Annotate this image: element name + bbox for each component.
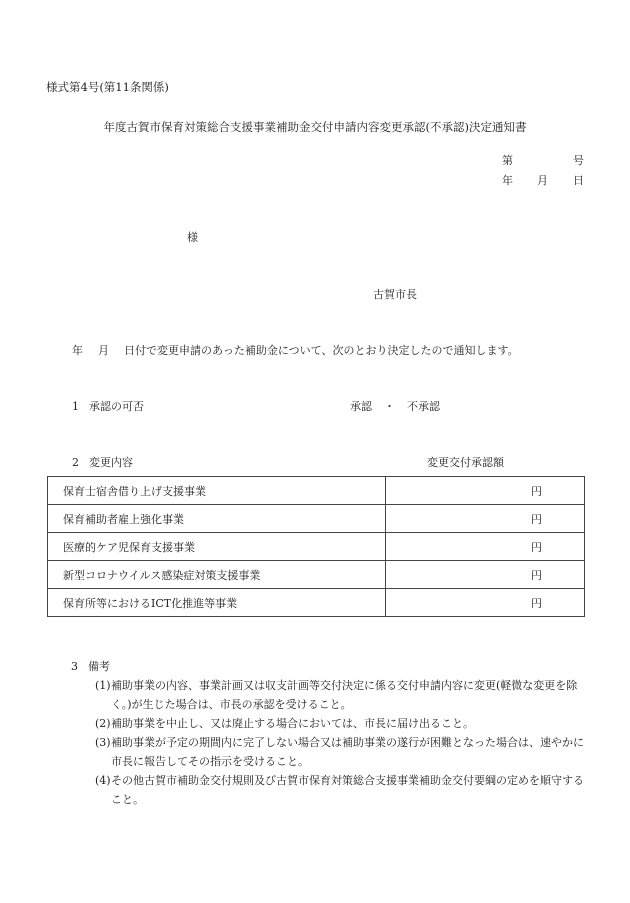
date-year: 年 xyxy=(502,174,513,187)
date-day: 日 xyxy=(573,174,584,187)
change-items-table xyxy=(47,476,585,617)
remark-text: その他古賀市補助金交付規則及び古賀市保育対策総合支援事業補助金交付要綱の定めを順守すること。 xyxy=(111,774,584,806)
section1-label: 承認の可否 xyxy=(89,400,144,413)
addressee-suffix: 様 xyxy=(187,231,198,244)
remark-item xyxy=(95,714,591,733)
table-row xyxy=(48,589,585,617)
item-name: 保育補助者雇上強化事業 xyxy=(48,505,386,533)
sender: 古賀市長 xyxy=(373,288,417,301)
body-text xyxy=(72,344,519,358)
section1-number: 1 xyxy=(72,400,79,413)
item-amount: 円 xyxy=(386,505,585,533)
amount-header: 変更交付承認額 xyxy=(427,456,504,469)
item-name: 医療的ケア児保育支援事業 xyxy=(48,533,386,561)
item-name: 保育所等におけるICT化推進等事業 xyxy=(48,589,386,617)
remark-text: 補助事業を中止し、又は廃止する場合においては、市長に届け出ること。 xyxy=(111,717,474,730)
item-amount: 円 xyxy=(386,589,585,617)
section2-label: 変更内容 xyxy=(89,456,133,469)
number-suffix: 号 xyxy=(573,154,584,167)
table-row xyxy=(48,561,585,589)
section3-label: 備考 xyxy=(88,660,110,673)
section1-heading xyxy=(72,400,144,414)
approval-options xyxy=(350,400,440,414)
section3-heading xyxy=(71,660,110,674)
section3-number: 3 xyxy=(71,660,78,673)
remarks-list xyxy=(95,676,591,809)
item-amount: 円 xyxy=(386,561,585,589)
approval-separator: ・ xyxy=(384,400,395,413)
reject-option: 不承認 xyxy=(407,400,440,413)
remark-number: (3) xyxy=(95,736,111,749)
date-month: 月 xyxy=(537,174,548,187)
remark-text: 補助事業の内容、事業計画又は収支計画等交付決定に係る交付申請内容に変更(軽微な変更を除く。)が生じた場合は、市長の承認を受けること。 xyxy=(111,679,578,711)
section2-number: 2 xyxy=(72,456,79,469)
number-label: 第 xyxy=(502,154,513,167)
table-row xyxy=(48,505,585,533)
approve-option: 承認 xyxy=(350,400,372,413)
table-row xyxy=(48,533,585,561)
item-name: 新型コロナウイルス感染症対策支援事業 xyxy=(48,561,386,589)
remark-number: (4) xyxy=(95,774,111,787)
section2-heading xyxy=(72,456,133,470)
remark-item xyxy=(95,733,591,771)
item-name: 保育士宿舎借り上げ支援事業 xyxy=(48,477,386,505)
remark-item xyxy=(95,676,591,714)
body-year: 年 xyxy=(72,344,83,357)
body-month: 月 xyxy=(98,344,109,357)
item-amount: 円 xyxy=(386,477,585,505)
remark-text: 補助事業が予定の期間内に完了しない場合又は補助事業の遂行が困難となった場合は、速やかに市長に報告してその指示を受けること。 xyxy=(111,736,584,768)
remark-number: (2) xyxy=(95,717,111,730)
document-title: 年度古賀市保育対策総合支援事業補助金交付申請内容変更承認(不承認)決定通知書 xyxy=(103,120,527,134)
remark-item xyxy=(95,771,591,809)
table-row xyxy=(48,477,585,505)
body-sentence: 日付で変更申請のあった補助金について、次のとおり決定したので通知します。 xyxy=(124,344,519,357)
item-amount: 円 xyxy=(386,533,585,561)
form-number: 様式第4号(第11条関係) xyxy=(46,80,169,94)
remark-number: (1) xyxy=(95,679,111,692)
